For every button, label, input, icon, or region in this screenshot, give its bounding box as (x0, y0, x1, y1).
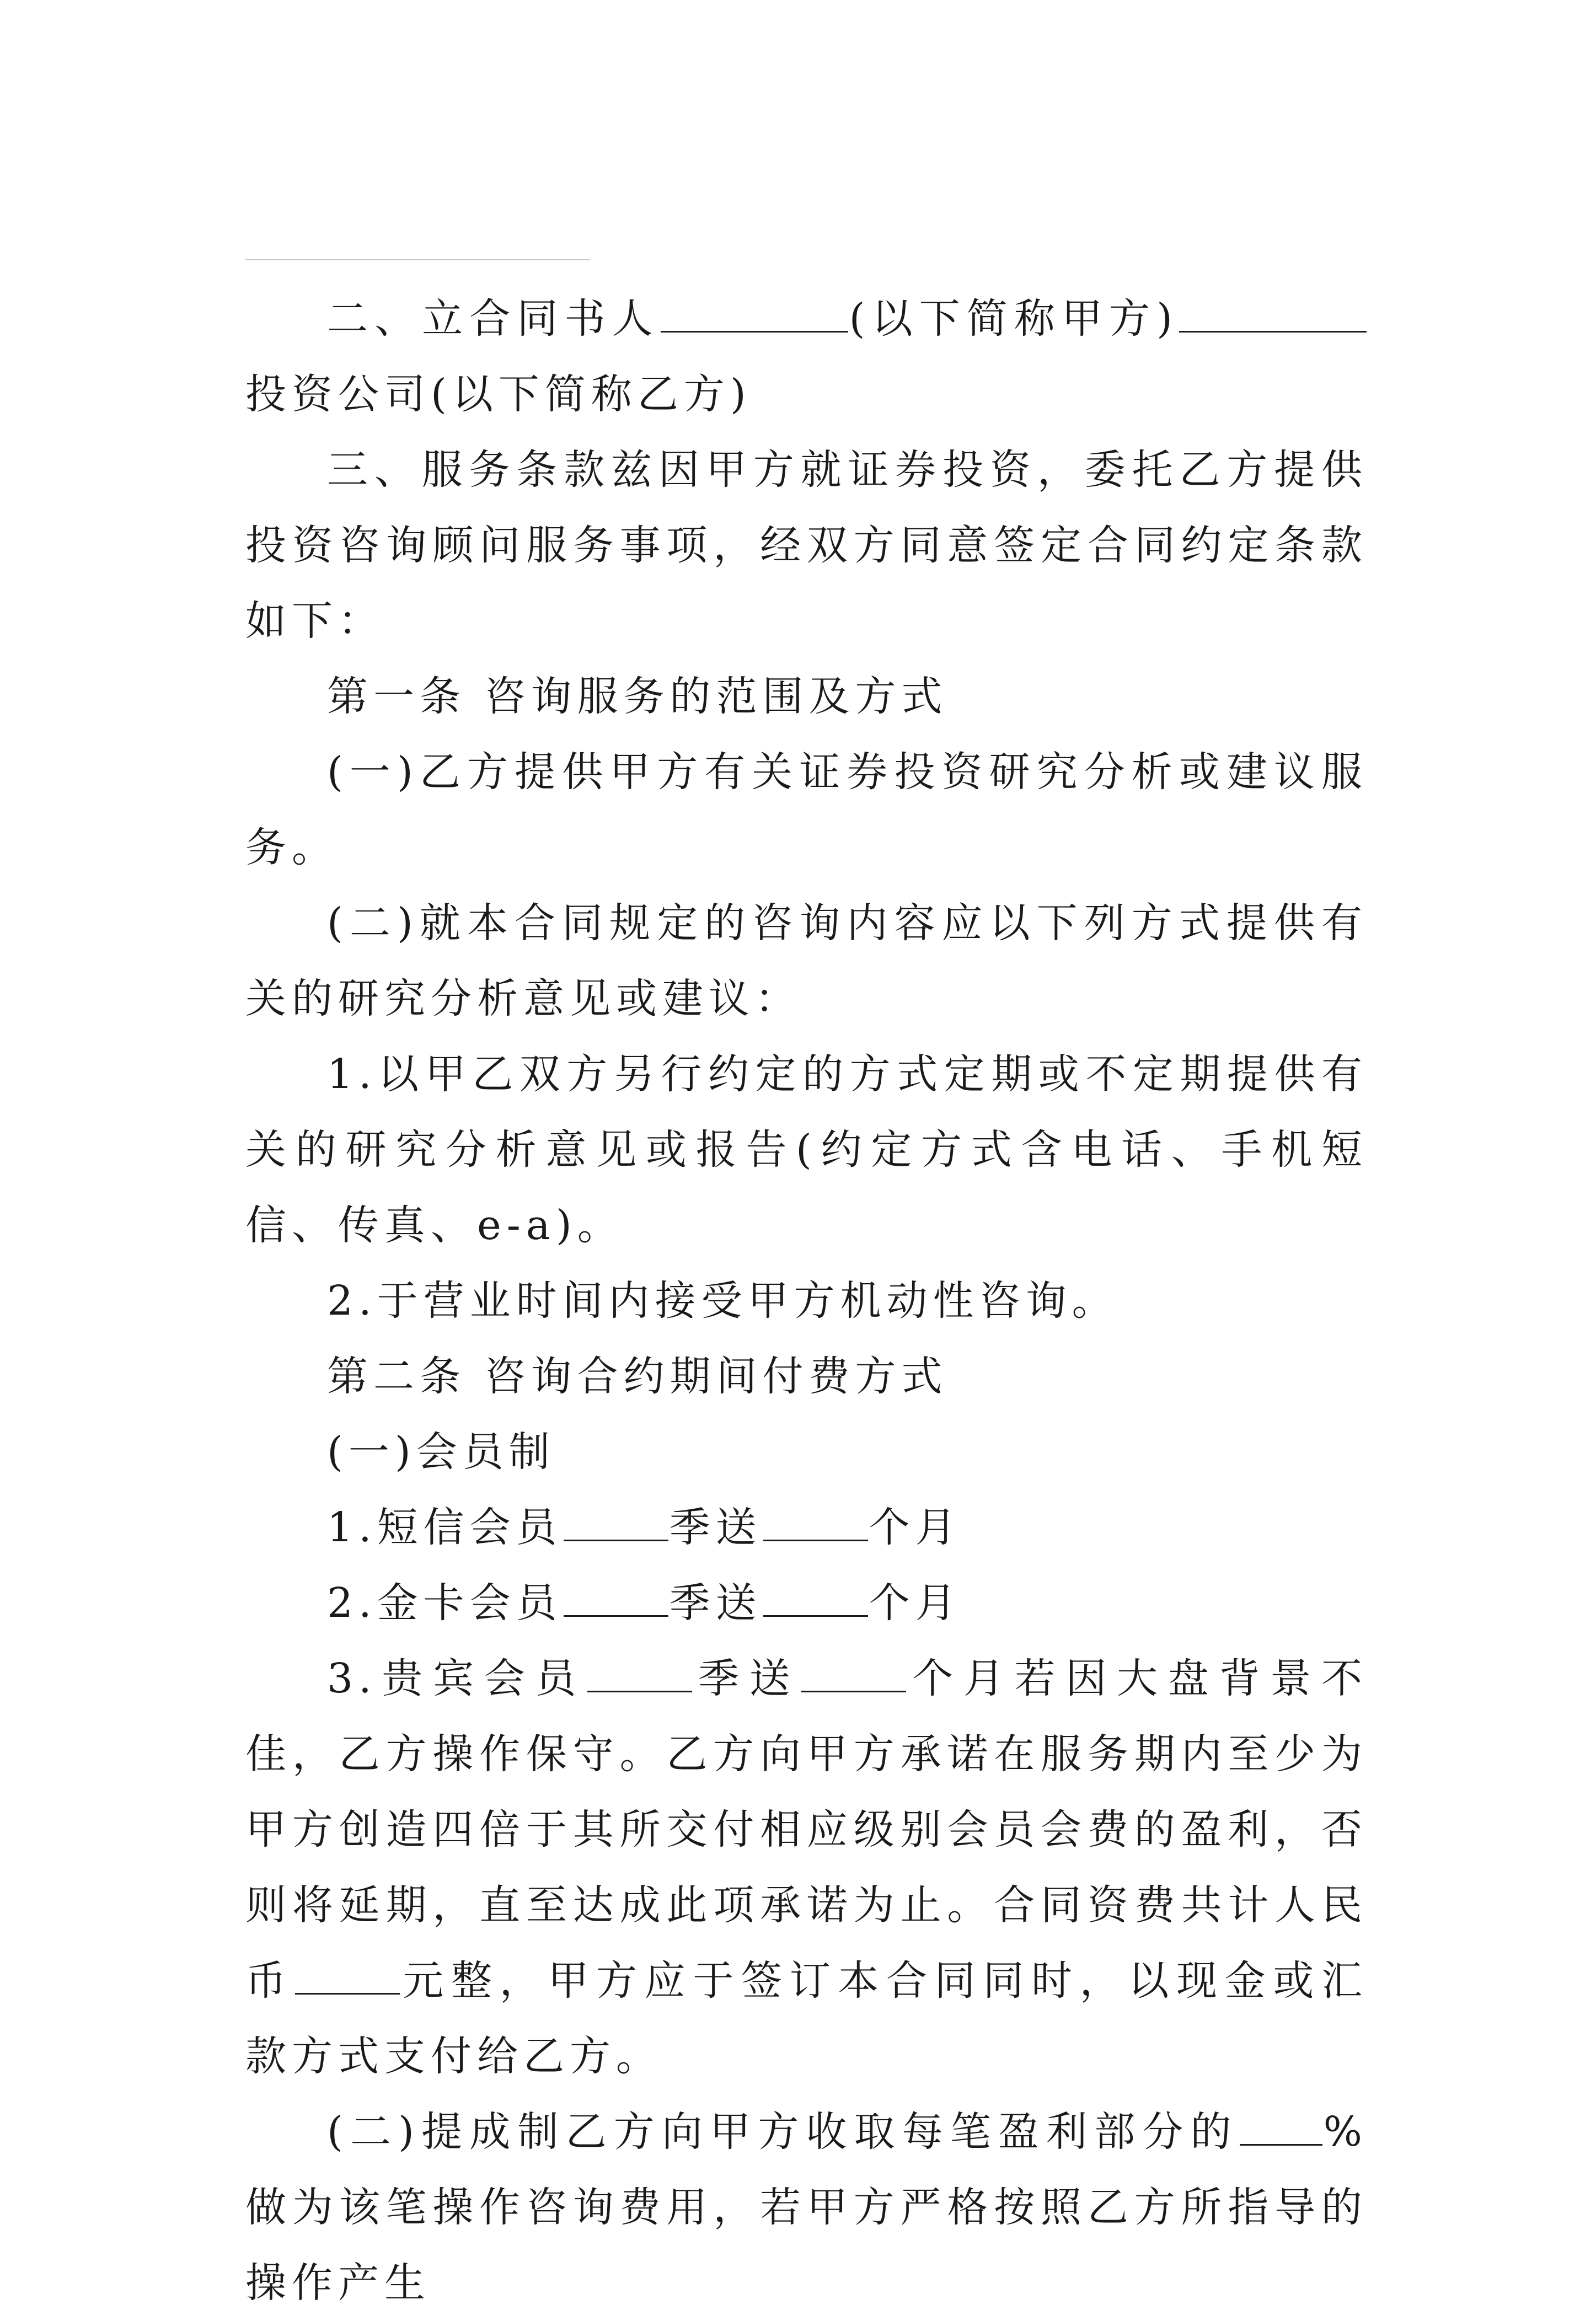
paragraph-p9 (245, 1414, 1368, 1490)
paragraph-p7 (245, 1263, 1368, 1339)
paragraph-text: 三、服务条款兹因甲方就证券投资，委托乙方提供投资咨询顾问服务事项，经双方同意签定合同约定条款如下： (245, 446, 1368, 645)
paragraph-text: 3.贵宾会员 (327, 1655, 587, 1702)
fill-in-blank[interactable] (587, 1658, 692, 1692)
paragraph-text: (二)就本合同规定的咨询内容应以下列方式提供有关的研究分析意见或建议： (245, 899, 1368, 1022)
paragraph-text: 1.以甲乙双方另行约定的方式定期或不定期提供有关的研究分析意见或报告(约定方式含电话、手机短信、传真、e-a)。 (245, 1050, 1368, 1249)
paragraph-text: 二、立合同书人 (327, 295, 660, 342)
contract-body (245, 281, 1368, 2321)
paragraph-p1 (245, 281, 1368, 432)
paragraph-p13 (245, 2094, 1368, 2321)
fill-in-blank[interactable] (1240, 2111, 1322, 2146)
paragraph-p5 (245, 886, 1368, 1037)
paragraph-text: 2.金卡会员 (327, 1579, 563, 1627)
paragraph-text: 1.短信会员 (327, 1504, 563, 1551)
paragraph-text: (一)乙方提供甲方有关证券投资研究分析或建议服务。 (245, 748, 1368, 871)
fill-in-blank[interactable] (801, 1658, 906, 1692)
paragraph-text: 季送 (669, 1579, 762, 1627)
paragraph-text: 2.于营业时间内接受甲方机动性咨询。 (327, 1277, 1118, 1325)
paragraph-p8 (245, 1339, 1368, 1414)
paragraph-p11 (245, 1566, 1368, 1641)
paragraph-text: 个月若因大盘背景不佳，乙方操作保守。乙方向甲方承诺在服务期内至少为甲方创造四倍于其所交付相应级别会员会费的盈利，否则将延期，直至达成此项承诺为止。合同资费共计人民币 (245, 1655, 1368, 2004)
paragraph-p3 (245, 659, 1368, 735)
paragraph-text: %做为该笔操作咨询费用，若甲方严格按照乙方所指导的操作产生 (245, 2108, 1368, 2307)
paragraph-text: (二)提成制乙方向甲方收取每笔盈利部分的 (327, 2108, 1239, 2156)
paragraph-text: 第二条 咨询合约期间付费方式 (327, 1353, 948, 1400)
paragraph-text: 个月 (869, 1579, 962, 1627)
paragraph-text: 元整，甲方应于签订本合同同时，以现金或汇款方式支付给乙方。 (245, 1957, 1368, 2080)
fill-in-blank[interactable] (763, 1507, 868, 1541)
paragraph-p10 (245, 1490, 1368, 1566)
fill-in-blank[interactable] (763, 1582, 868, 1617)
paragraph-text: 个月 (869, 1504, 962, 1551)
paragraph-p6 (245, 1037, 1368, 1263)
header-rule (245, 259, 590, 260)
fill-in-blank[interactable] (564, 1507, 668, 1541)
fill-in-blank[interactable] (661, 298, 848, 333)
paragraph-p12 (245, 1641, 1368, 2094)
paragraph-p4 (245, 735, 1368, 886)
paragraph-text: (一)会员制 (327, 1428, 555, 1476)
fill-in-blank[interactable] (295, 1960, 400, 1995)
fill-in-blank[interactable] (564, 1582, 668, 1617)
paragraph-text: 季送 (669, 1504, 762, 1551)
paragraph-text: 季送 (693, 1655, 801, 1702)
paragraph-text: 投资公司(以下简称乙方) (245, 371, 752, 418)
paragraph-p2 (245, 432, 1368, 659)
paragraph-text: 第一条 咨询服务的范围及方式 (327, 673, 948, 720)
fill-in-blank[interactable] (1179, 298, 1367, 333)
paragraph-text: (以下简称甲方) (849, 295, 1178, 342)
